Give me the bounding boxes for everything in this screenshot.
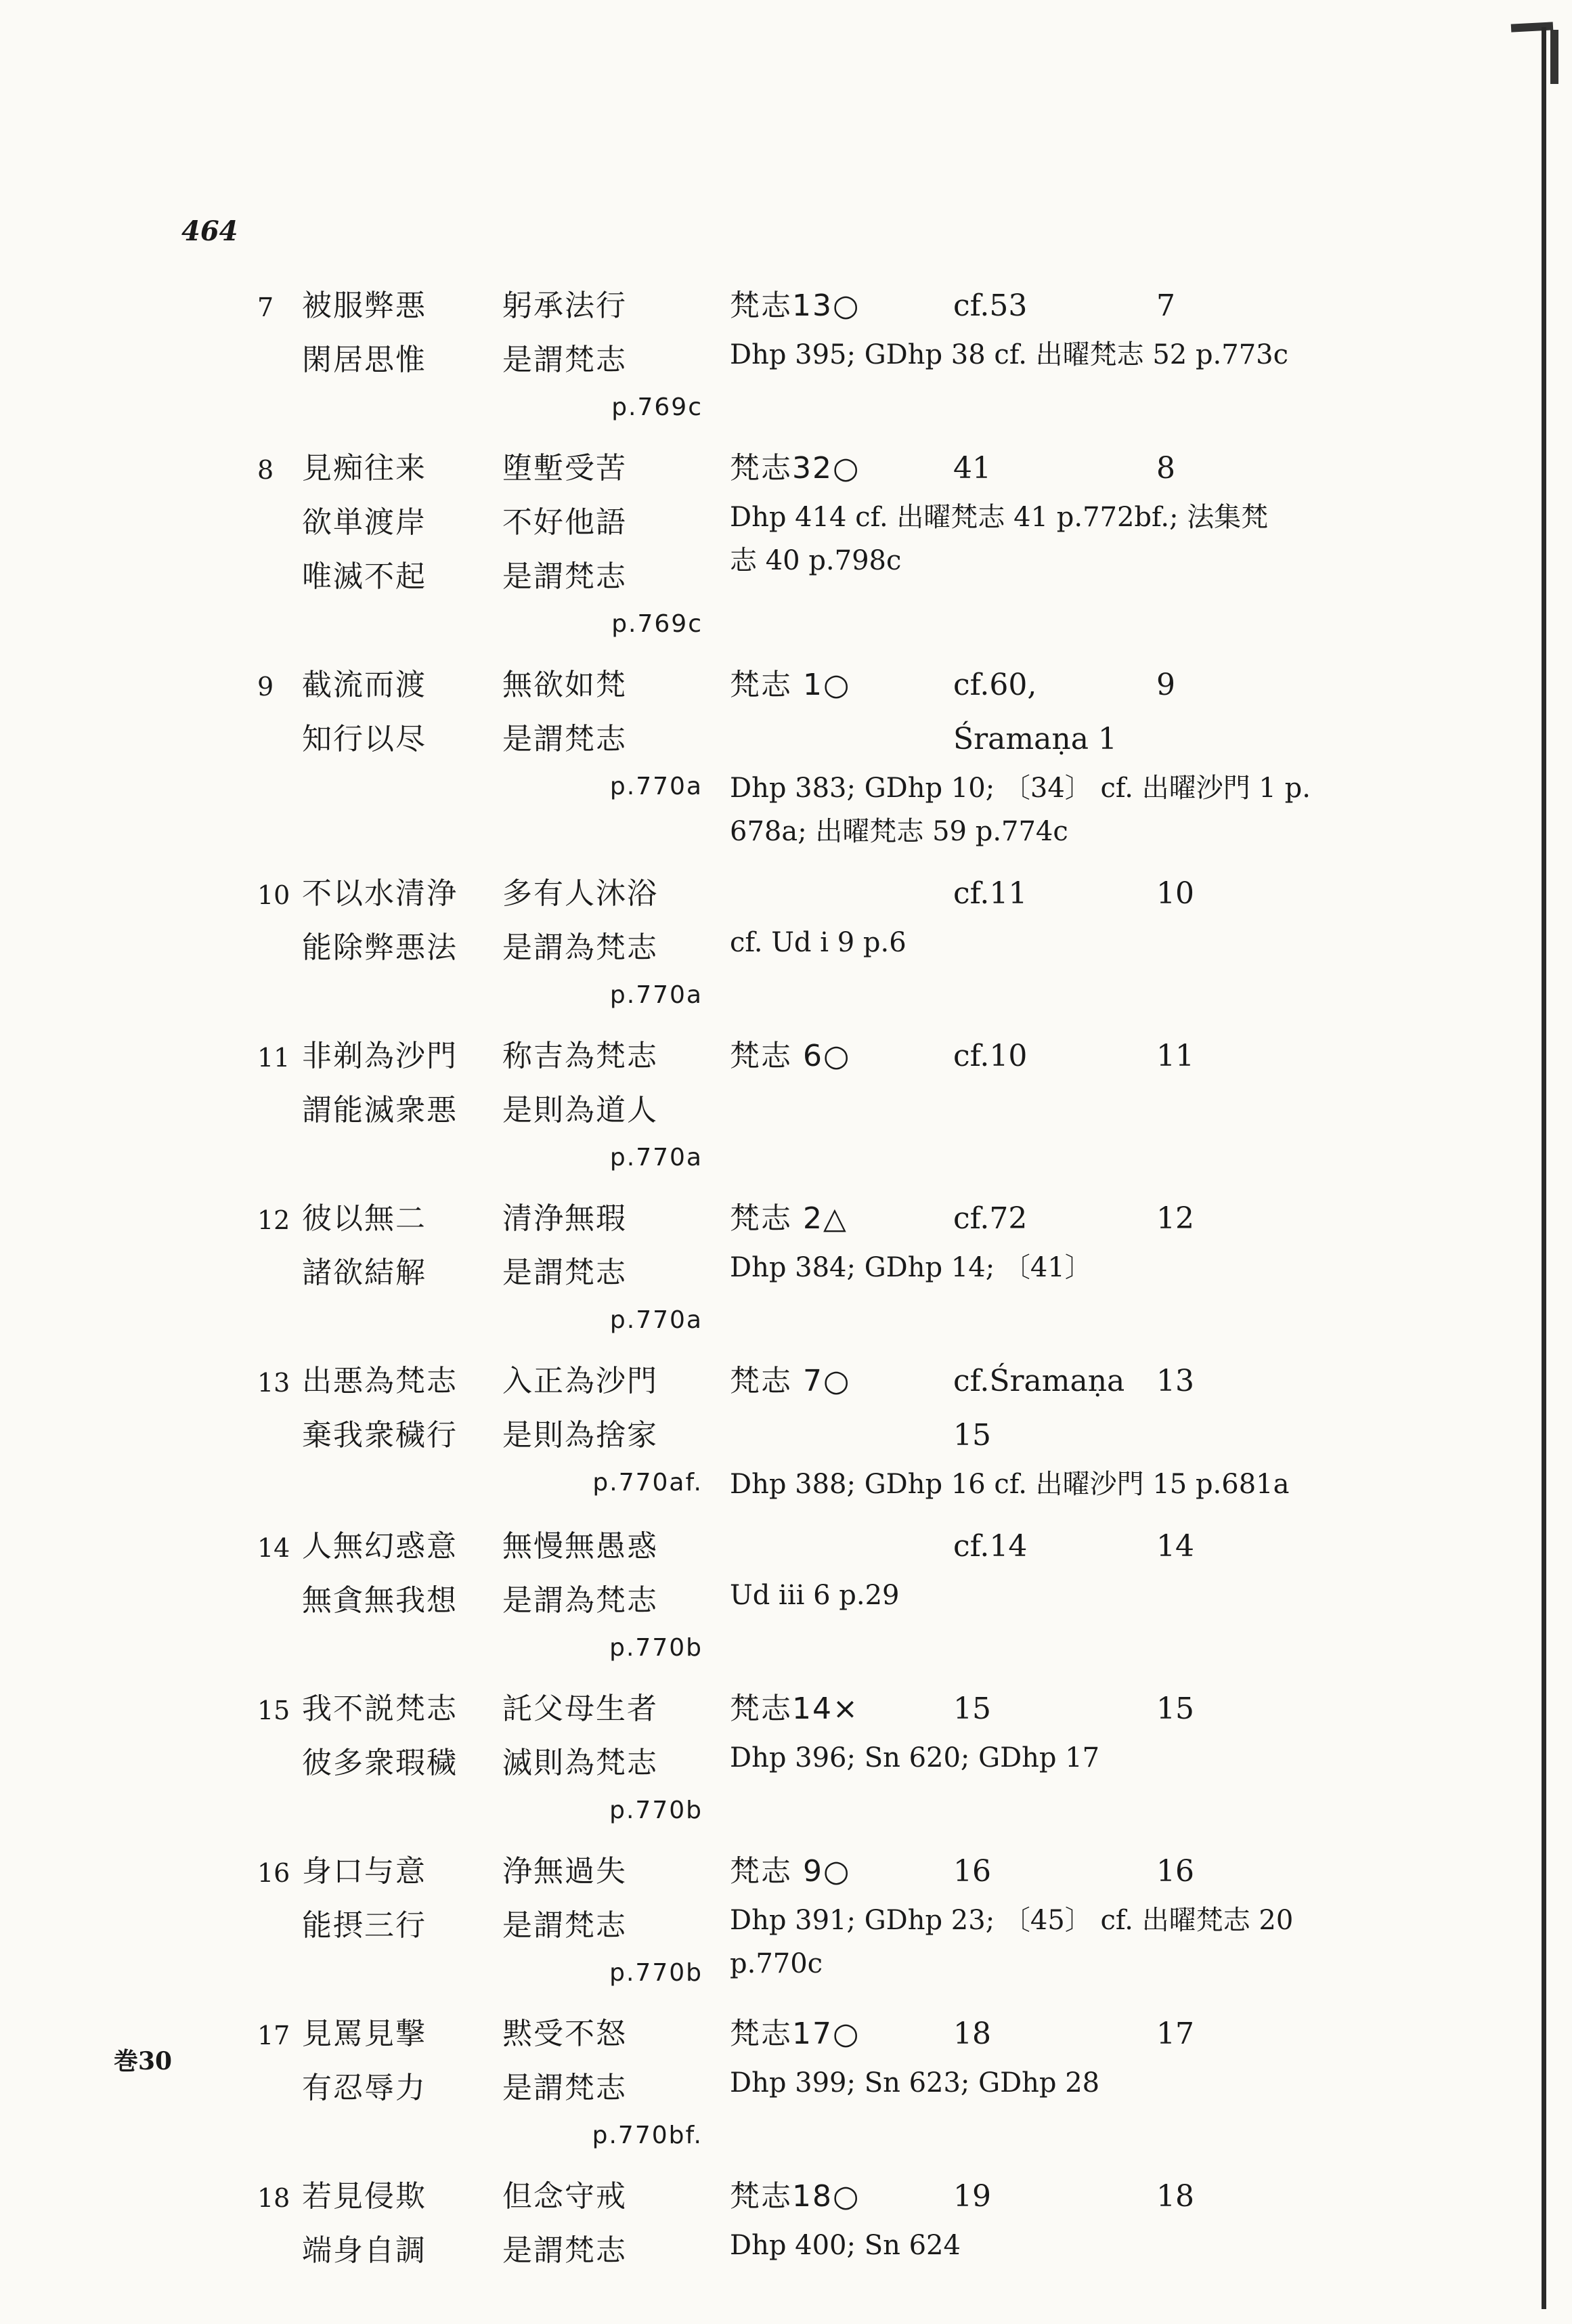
- verse-line: 不好他語: [502, 505, 627, 540]
- verse-entry: [257, 1845, 1354, 1994]
- verse-line: 謂能滅衆悪: [302, 1093, 458, 1127]
- verse-line: 託父母生者: [502, 1692, 658, 1726]
- verse-line: 躬承法行: [502, 288, 627, 323]
- correspondence-block: [703, 2170, 1326, 2278]
- parallel-brahmana: 梵志 2△: [730, 1201, 848, 1236]
- parallel-cf: 19: [953, 2179, 991, 2214]
- verse-lines-b: [502, 1354, 703, 1506]
- verse-lines-b: [502, 2007, 703, 2156]
- verse-line: 非剃為沙門: [302, 1039, 458, 1073]
- correspondence-row: [730, 658, 1326, 767]
- verse-line: 是謂梵志: [502, 722, 627, 756]
- verse-number: 12: [257, 1205, 290, 1235]
- parallel-cf: cf.60, Śramaṇa 1: [953, 668, 1117, 756]
- verse-line: 欲単渡岸: [302, 505, 427, 540]
- parallel-cf: 16: [953, 1854, 991, 1889]
- verse-line: 是謂梵志: [502, 343, 627, 377]
- verse-number: 7: [257, 293, 274, 322]
- verse-line: 堕塹受苦: [502, 451, 627, 486]
- verse-line: 但念守戒: [502, 2179, 627, 2214]
- correspondence-row: [730, 1682, 1326, 1736]
- verse-lines-a: [302, 2170, 502, 2278]
- page-reference: p.770a: [609, 981, 703, 1009]
- parallel-cf: cf.11: [953, 876, 1028, 911]
- parallel-cf: cf.72: [953, 1201, 1028, 1236]
- verse-entry: [257, 658, 1354, 853]
- parallel-number: 8: [1156, 451, 1175, 486]
- parallel-cf: 15: [953, 1692, 991, 1726]
- parallel-number: 11: [1156, 1039, 1194, 1073]
- parallel-brahmana: 梵志 6○: [730, 1039, 851, 1073]
- source-references: Dhp 384; GDhp 14; 〔41〕: [730, 1252, 1092, 1283]
- verse-lines-b: [502, 1192, 703, 1341]
- verse-line: 是謂為梵志: [502, 930, 658, 965]
- parallel-cf: cf.53: [953, 288, 1028, 323]
- verse-number: 9: [257, 672, 274, 702]
- verse-line: 諸欲結解: [302, 1255, 427, 1290]
- verse-lines-a: [302, 1192, 502, 1341]
- verse-line: 彼以無二: [302, 1201, 427, 1236]
- verse-lines-a: [302, 1845, 502, 1994]
- verse-line: 截流而渡: [302, 668, 427, 702]
- parallel-cf: cf.14: [953, 1529, 1028, 1564]
- verse-line: 滅則為梵志: [502, 1746, 658, 1780]
- source-references: Dhp 396; Sn 620; GDhp 17: [730, 1742, 1100, 1773]
- page-reference: p.770af.: [592, 1469, 703, 1497]
- parallel-cf: 18: [953, 2017, 991, 2051]
- verse-line: 是謂為梵志: [502, 1583, 658, 1618]
- page-edge-mark: [1511, 22, 1554, 32]
- verse-line: 人無幻惑意: [302, 1529, 458, 1564]
- verse-lines-a: [302, 1029, 502, 1178]
- correspondence-row: [730, 1029, 1326, 1083]
- parallel-number: 14: [1156, 1529, 1194, 1564]
- verse-lines-b: [502, 2170, 703, 2278]
- verse-line: 無貪無我想: [302, 1583, 458, 1618]
- verse-entry: [257, 867, 1354, 1016]
- parallel-brahmana: 梵志 7○: [730, 1364, 851, 1398]
- verse-line: 清浄無瑕: [502, 1201, 627, 1236]
- verse-line: 黙受不怒: [502, 2017, 627, 2051]
- page-reference: p.770b: [609, 1634, 703, 1662]
- verse-number: 11: [257, 1043, 290, 1073]
- verse-line: 是則為捨家: [502, 1418, 658, 1452]
- correspondence-row: [730, 1354, 1326, 1463]
- verse-line: 入正為沙門: [502, 1364, 658, 1398]
- correspondence-row: [730, 2007, 1326, 2061]
- verse-number: 10: [257, 880, 290, 910]
- correspondence-row: [730, 279, 1326, 333]
- verse-line: 能摂三行: [302, 1908, 427, 1943]
- verse-line: 能除弊悪法: [302, 930, 458, 965]
- correspondence-block: [703, 867, 1326, 1016]
- correspondence-row: [730, 1520, 1326, 1574]
- parallel-brahmana: 梵志 1○: [730, 668, 851, 702]
- verse-lines-a: [302, 658, 502, 853]
- page-binding-edge: [1542, 27, 1546, 2309]
- correspondence-block: [703, 1029, 1326, 1178]
- correspondence-block: [703, 2007, 1326, 2156]
- verse-line: 知行以尽: [302, 722, 427, 756]
- verse-entry: [257, 1354, 1354, 1506]
- verse-entry: [257, 1192, 1354, 1341]
- verse-line: 彼多衆瑕穢: [302, 1746, 458, 1780]
- correspondence-block: [703, 1520, 1326, 1669]
- verse-line: 棄我衆穢行: [302, 1418, 458, 1452]
- page-reference: p.770b: [609, 1796, 703, 1824]
- verse-line: 是謂梵志: [502, 2071, 627, 2105]
- source-references: Dhp 414 cf. 出曜梵志 41 p.772bf.; 法集梵 志 40 p.798c: [730, 502, 1269, 576]
- correspondence-row: [730, 1845, 1326, 1899]
- parallel-number: 9: [1156, 668, 1175, 702]
- correspondence-block: [703, 279, 1326, 428]
- parallel-number: 10: [1156, 876, 1194, 911]
- verse-line: 是謂梵志: [502, 2233, 627, 2268]
- verse-lines-b: [502, 279, 703, 428]
- correspondence-row: [730, 867, 1326, 921]
- verse-number: 15: [257, 1696, 290, 1725]
- verse-lines-a: [302, 279, 502, 428]
- verse-line: 浄無過失: [502, 1854, 627, 1889]
- page-number: 464: [181, 215, 238, 247]
- parallel-number: 12: [1156, 1201, 1194, 1236]
- verse-lines-b: [502, 1682, 703, 1831]
- page-reference: p.770a: [609, 1306, 703, 1334]
- parallel-brahmana: 梵志18○: [730, 2179, 860, 2214]
- verse-line: 不以水清浄: [302, 876, 458, 911]
- parallel-cf: 41: [953, 451, 991, 486]
- source-references: Dhp 400; Sn 624: [730, 2230, 961, 2261]
- source-references: cf. Ud i 9 p.6: [730, 927, 907, 958]
- verse-lines-a: [302, 867, 502, 1016]
- correspondence-block: [703, 1192, 1326, 1341]
- verse-entry: [257, 1682, 1354, 1831]
- parallel-number: 18: [1156, 2179, 1194, 2214]
- verse-number: 16: [257, 1858, 290, 1888]
- verse-line: 是則為道人: [502, 1093, 658, 1127]
- verse-line: 端身自調: [302, 2233, 427, 2268]
- verse-entry: [257, 279, 1354, 428]
- verse-line: 是謂梵志: [502, 1908, 627, 1943]
- page-reference: p.770bf.: [592, 2122, 703, 2149]
- verse-line: 有忍辱力: [302, 2071, 427, 2105]
- verse-lines-a: [302, 1682, 502, 1831]
- verse-line: 多有人沐浴: [502, 876, 658, 911]
- verse-entry: [257, 2170, 1354, 2278]
- verse-lines-b: [502, 442, 703, 645]
- source-references: Dhp 388; GDhp 16 cf. 出曜沙門 15 p.681a: [730, 1469, 1290, 1500]
- parallel-number: 16: [1156, 1854, 1194, 1889]
- parallel-number: 15: [1156, 1692, 1194, 1726]
- verse-line: 見罵見撃: [302, 2017, 427, 2051]
- verse-lines-a: [302, 442, 502, 645]
- page-reference: p.770a: [609, 1144, 703, 1171]
- verse-lines-b: [502, 1520, 703, 1669]
- verse-line: 身口与意: [302, 1854, 427, 1889]
- verse-line: 出悪為梵志: [302, 1364, 458, 1398]
- parallel-brahmana: 梵志32○: [730, 451, 860, 486]
- verse-line: 是謂梵志: [502, 1255, 627, 1290]
- verse-line: 是謂梵志: [502, 559, 627, 594]
- verse-line: 無欲如梵: [502, 668, 627, 702]
- verse-lines-b: [502, 1029, 703, 1178]
- parallel-brahmana: 梵志 9○: [730, 1854, 851, 1889]
- verse-lines-a: [302, 1354, 502, 1506]
- verse-lines-a: [302, 2007, 502, 2156]
- parallel-cf: cf.10: [953, 1039, 1028, 1073]
- correspondence-row: [730, 1192, 1326, 1246]
- verse-lines-b: [502, 1845, 703, 1994]
- verse-entry: [257, 2007, 1354, 2156]
- margin-note: 巻30: [114, 2047, 173, 2075]
- verse-line: 唯滅不起: [302, 559, 427, 594]
- verse-line: 無慢無愚惑: [502, 1529, 658, 1564]
- verse-line: 我不説梵志: [302, 1692, 458, 1726]
- correspondence-block: [703, 658, 1326, 853]
- correspondence-block: [703, 1845, 1326, 1994]
- parallel-cf: cf.Śramaṇa 15: [953, 1364, 1125, 1452]
- verse-lines-b: [502, 658, 703, 853]
- correspondence-row: [730, 2170, 1326, 2224]
- verse-line: 若見侵欺: [302, 2179, 427, 2214]
- page-reference: p.769c: [611, 610, 703, 638]
- verse-list: [257, 279, 1354, 2291]
- parallel-brahmana: 梵志14×: [730, 1692, 859, 1726]
- source-references: Dhp 399; Sn 623; GDhp 28: [730, 2067, 1100, 2099]
- page-reference: p.770b: [609, 1959, 703, 1987]
- verse-number: 13: [257, 1368, 290, 1398]
- verse-line: 見痴往来: [302, 451, 427, 486]
- verse-number: 8: [257, 455, 274, 485]
- source-references: Dhp 383; GDhp 10; 〔34〕 cf. 出曜沙門 1 p. 678a; 出曜梵志 59 p.774c: [730, 773, 1311, 847]
- verse-entry: [257, 442, 1354, 645]
- page-reference: p.769c: [611, 393, 703, 421]
- verse-number: 14: [257, 1533, 290, 1563]
- correspondence-block: [703, 1682, 1326, 1831]
- page-reference: p.770a: [609, 773, 703, 800]
- verse-entry: [257, 1029, 1354, 1178]
- verse-lines-a: [302, 1520, 502, 1669]
- verse-line: 閑居思惟: [302, 343, 427, 377]
- parallel-number: 7: [1156, 288, 1175, 323]
- correspondence-block: [703, 1354, 1326, 1506]
- correspondence-block: [703, 442, 1326, 645]
- verse-line: 被服弊悪: [302, 288, 427, 323]
- correspondence-row: [730, 442, 1326, 496]
- parallel-number: 17: [1156, 2017, 1194, 2051]
- parallel-number: 13: [1156, 1364, 1194, 1398]
- parallel-brahmana: 梵志17○: [730, 2017, 860, 2051]
- verse-number: 18: [257, 2183, 290, 2213]
- parallel-brahmana: 梵志13○: [730, 288, 860, 323]
- verse-line: 称吉為梵志: [502, 1039, 658, 1073]
- source-references: Ud iii 6 p.29: [730, 1580, 900, 1611]
- verse-entry: [257, 1520, 1354, 1669]
- source-references: Dhp 391; GDhp 23; 〔45〕 cf. 出曜梵志 20 p.770c: [730, 1905, 1294, 1979]
- page-edge-mark: [1550, 30, 1558, 84]
- verse-lines-b: [502, 867, 703, 1016]
- verse-number: 17: [257, 2021, 290, 2050]
- source-references: Dhp 395; GDhp 38 cf. 出曜梵志 52 p.773c: [730, 339, 1289, 370]
